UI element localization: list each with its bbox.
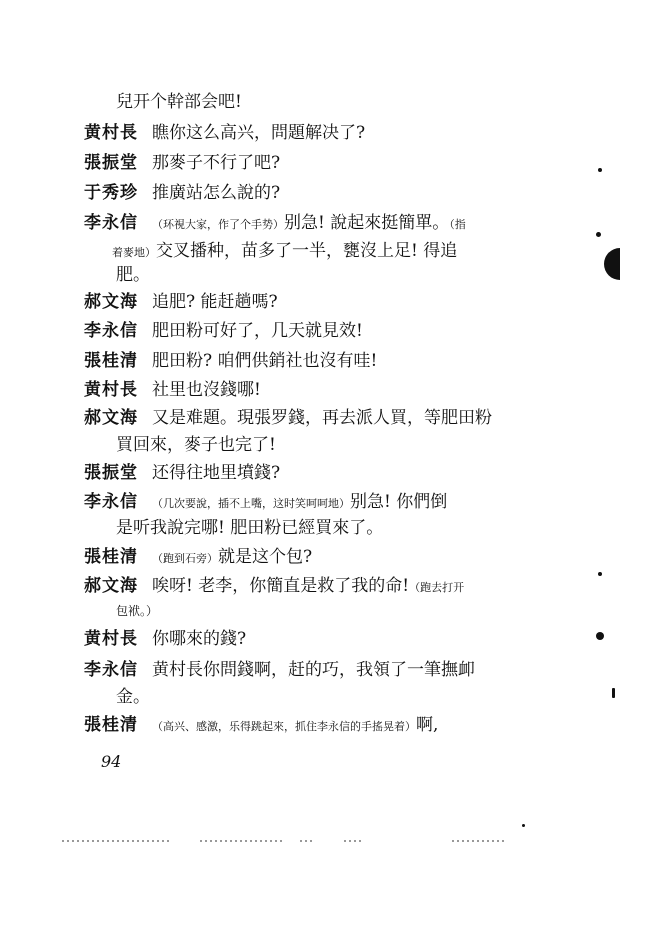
- speaker-name: 張桂清: [84, 351, 138, 371]
- speaker-name: 黄村長: [84, 629, 138, 649]
- dialogue-text: 还得往地里墳錢?: [152, 463, 281, 483]
- stage-direction: （跑去打开: [409, 581, 465, 594]
- dialogue-text: 肥田粉可好了，几天就見效!: [152, 321, 363, 341]
- dialogue-text: 瞧你这么高兴，問題解决了?: [152, 123, 366, 143]
- speaker-name: 李永信: [84, 321, 138, 341]
- dialogue-continuation: 金。: [116, 687, 150, 707]
- dialogue-text: 推廣站怎么說的?: [152, 183, 281, 203]
- stage-direction: （跑到石旁）: [152, 552, 218, 565]
- dialogue-continuation: 肥。: [116, 265, 150, 285]
- dialogue-text: （几次要說，插不上嘴，这时笑呵呵地）别急! 你們倒: [152, 492, 448, 512]
- dialogue-text: 肥田粉? 咱們供銷社也沒有哇!: [152, 351, 378, 371]
- speaker-name: 黄村長: [84, 123, 138, 143]
- scan-speck-icon: [598, 168, 602, 172]
- stage-direction: 着麥地）: [112, 246, 156, 259]
- scan-noise-divider: [300, 840, 314, 842]
- stage-direction: （环視大家，作了个手势）: [152, 218, 284, 231]
- dialogue-continuation: 買回來，麥子也完了!: [116, 435, 276, 455]
- dialogue-continuation: 着麥地）交叉播种，苗多了一半，甕沒上足! 得追: [112, 241, 458, 261]
- dialogue-text: 那麥子不行了吧?: [152, 153, 281, 173]
- dialogue-text: 唉呀! 老李，你簡直是救了我的命!（跑去打开: [152, 576, 465, 596]
- dialogue-text: 你哪來的錢?: [152, 629, 247, 649]
- dialogue-text: （环視大家，作了个手势）别急! 說起來挺簡單。（指: [152, 213, 466, 233]
- scan-speck-icon: [598, 572, 602, 576]
- scan-noise-divider: [344, 840, 362, 842]
- speaker-name: 張振堂: [84, 153, 138, 173]
- dialogue-text: 又是难題。現張罗錢，再去派人買，等肥田粉: [152, 408, 492, 428]
- speaker-name: 于秀珍: [84, 183, 138, 203]
- speaker-name: 郝文海: [84, 576, 138, 596]
- speaker-name: 張桂清: [84, 547, 138, 567]
- punch-hole-mark-icon: [604, 248, 620, 280]
- dialogue-text: 黄村長你問錢啊，赶的巧，我領了一筆撫卹: [152, 660, 475, 680]
- speaker-name: 郝文海: [84, 292, 138, 312]
- speaker-name: 張桂清: [84, 715, 138, 735]
- dialogue-text: 追肥? 能赶趟嗎?: [152, 292, 278, 312]
- dialogue-text: （跑到石旁）就是这个包?: [152, 547, 313, 567]
- speaker-name: 李永信: [84, 213, 138, 233]
- scan-speck-icon: [596, 632, 604, 640]
- speaker-name: 李永信: [84, 492, 138, 512]
- stage-direction: （几次要說，插不上嘴，这时笑呵呵地）: [152, 497, 350, 510]
- speaker-name: 黄村長: [84, 380, 138, 400]
- scan-speck-icon: [612, 688, 615, 698]
- page-number: 94: [101, 752, 122, 771]
- dialogue-text: 社里也沒錢哪!: [152, 380, 261, 400]
- scan-noise-divider: [62, 840, 170, 842]
- speaker-name: 李永信: [84, 660, 138, 680]
- scan-noise-divider: [452, 840, 504, 842]
- speaker-name: 張振堂: [84, 463, 138, 483]
- stage-direction: 包袱。）: [116, 604, 159, 618]
- dialogue-text: （高兴、感激，乐得跳起來，抓住李永信的手搖晃着）啊,: [152, 715, 439, 735]
- dialogue-continuation: 是听我說完哪! 肥田粉已經買來了。: [116, 518, 384, 538]
- dialogue-continuation: 兒开个幹部会吧!: [116, 92, 242, 112]
- scan-speck-icon: [522, 824, 525, 827]
- scan-speck-icon: [596, 232, 601, 237]
- scan-noise-divider: [200, 840, 282, 842]
- stage-direction: （高兴、感激，乐得跳起來，抓住李永信的手搖晃着）: [152, 720, 416, 733]
- stage-direction: （指: [449, 218, 466, 231]
- speaker-name: 郝文海: [84, 408, 138, 428]
